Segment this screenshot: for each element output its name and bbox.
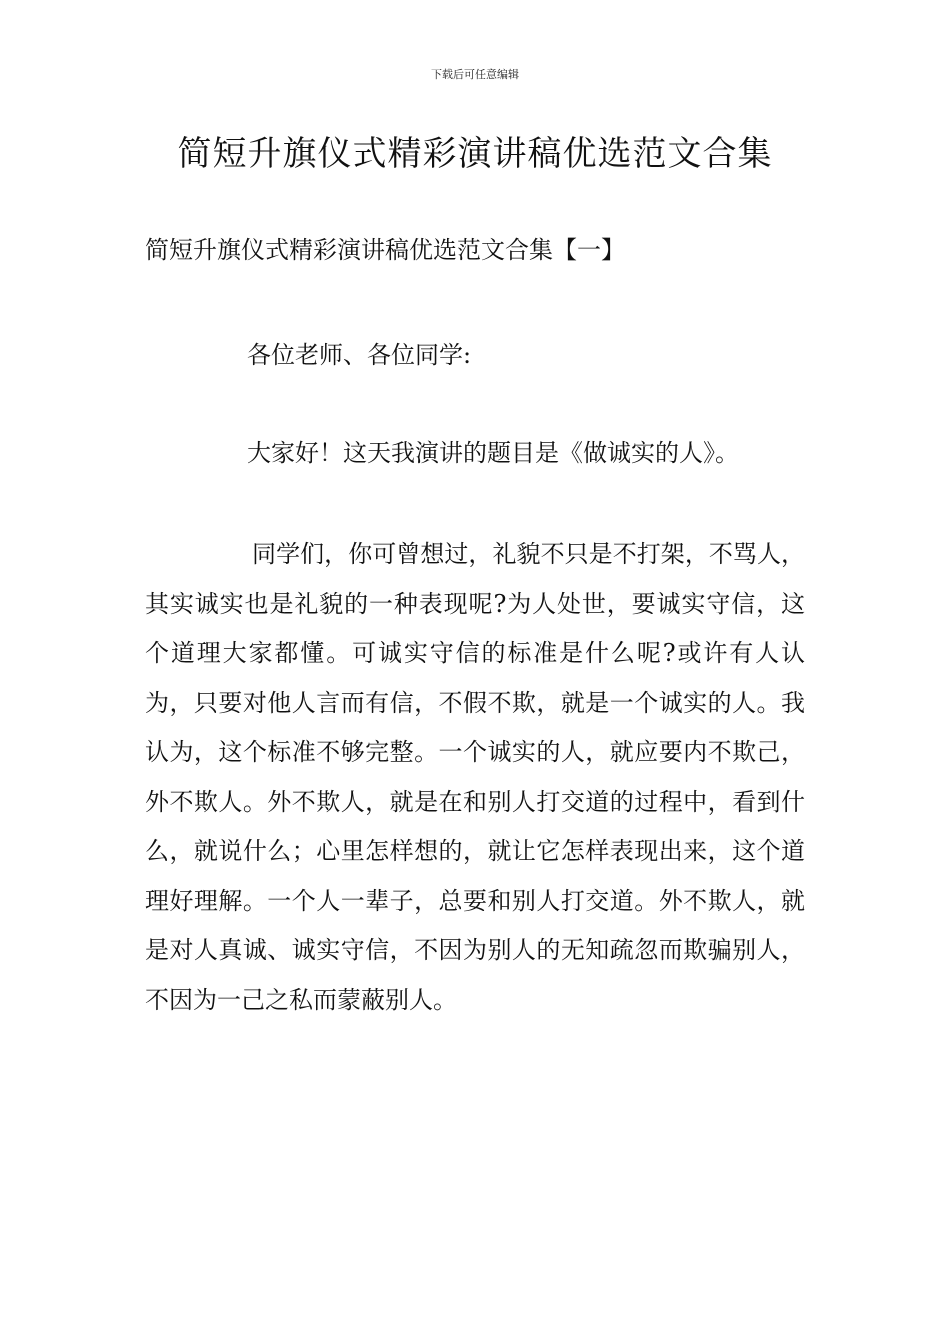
body-paragraph-text: 同学们，你可曾想过，礼貌不只是不打架，不骂人，其实诚实也是礼貌的一种表现呢?为人处世，要诚实守信，这个道理大家都懂。可诚实守信的标准是什么呢?或许有人认为，只要对他人言而有信，不假不欺，就是一个诚实的人。我认为，这个标准不够完整。一个诚实的人，就应要内不欺己，外不欺人。外不欺人，就是在和别人打交道的过程中，看到什么，就说什么；心里怎样想的，就让它怎样表现出来，这个道理好理解。一个人一辈子，总要和别人打交道。外不欺人，就是对人真诚、诚实守信，不因为别人的无知疏忽而欺骗别人，不因为一己之私而蒙蔽别人。 (145, 540, 805, 1014)
body-paragraph (145, 530, 805, 1025)
section-heading: 简短升旗仪式精彩演讲稿优选范文合集【一】 (145, 236, 625, 264)
page-title: 简短升旗仪式精彩演讲稿优选范文合集 (177, 134, 773, 174)
greeting-line: 大家好！这天我演讲的题目是《做诚实的人》。 (247, 439, 739, 467)
salutation-line: 各位老师、各位同学: (247, 341, 472, 369)
header-note: 下载后可任意编辑 (431, 68, 519, 81)
